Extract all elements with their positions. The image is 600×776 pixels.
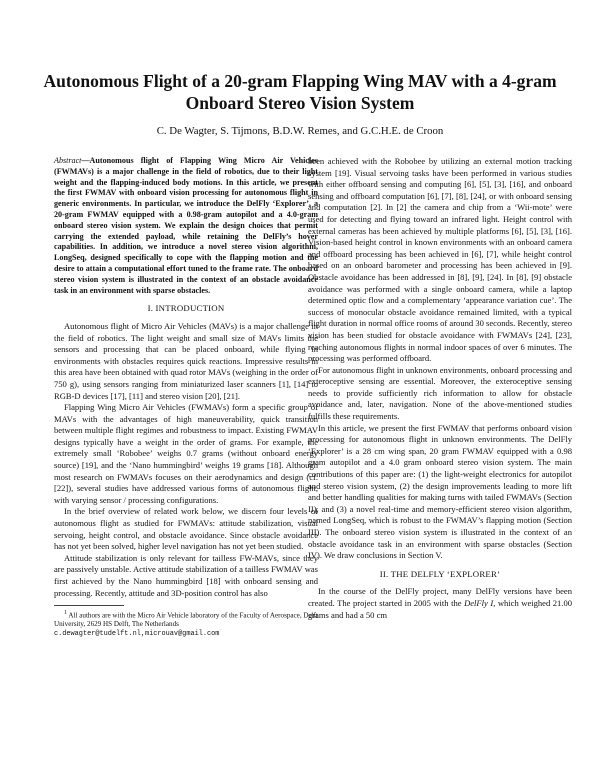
right-column	[308, 156, 572, 621]
footnote-mark: 1	[64, 610, 67, 617]
footnote-affiliation: All authors are with the Micro Air Vehicle laboratory of the Faculty of Aerospace, Delft University, 2629 HS Delft, The Netherlands	[54, 611, 318, 629]
footnote	[54, 609, 318, 639]
paragraph: been achieved with the Robobee by utilizing an external motion tracking system [19]. Visual servoing tasks have been performed in various studies with either offboard sensing and computing [6], [5], [3], [16], and onboard sensing and offboard computation [6], [7], [8], [24], or with onboard sensing and computation [2]. In [2] the camera and chip from a ‘Wii-mote’ were used for detecting and flying toward an infrared light. Height control with external cameras has been achieved by multiple platforms [6], [5], [3], [16]. Vision-based height control in known environments with an onboard camera and offboard processing has been achieved in [6], [7], while height control based on an onboard barometer and processing has been achieved in [9]. Obstacle avoidance has been addressed in [8], [9], [24]. In [8], [9] obstacle avoidance was performed with a single onboard camera, while a laptop determined optic flow and a complementary ‘appearance variation cue’. The success of monocular obstacle avoidance remained limited, with a typical flight duration in normal office rooms of around 30 seconds. Recently, stereo vision has been studied for obstacle avoidance with FWMAVs [24], [23], reaching autonomous flights in normal indoor spaces of over 6 minutes. The processing was performed offboard.	[308, 156, 572, 364]
paragraph: In the brief overview of related work below, we discern four levels of autonomous flight as studied for FWMAVs: attitude stabilization, visual servoing, height control, and obstacle avoidance. Since obstacle avoidance has not yet been solved, higher level navigation has not yet been studied.	[54, 506, 318, 552]
abstract-label: Abstract	[54, 156, 82, 165]
paragraph: Flapping Wing Micro Air Vehicles (FWMAVs) form a specific group of MAVs with the advantages of high maneuverability, quick transition between multiple flight regimes and robustness to impact. Existing FWMAV designs typically have a weight in the order of grams. For example, the extremely small ‘Robobee’ weighs 0.7 grams (without onboard energy source) [19], and the ‘Nano hummingbird’ weighs 19 grams [18]. Although most research on FWMAVs focuses on their aerodynamics and design (cf. [22]), several studies have addressed various forms of autonomous flight, with varying sensor / processing configurations.	[54, 402, 318, 505]
paragraph: In this article, we present the first FWMAV that performs onboard vision processing for autonomous flight in unknown environments. The DelFly ‘Explorer’ is a 28 cm wing span, 20 gram FWMAV equipped with a 0.98 gram autopilot and a 4.0 gram onboard stereo vision system. The main contributions of this paper are: (1) the light-weight electronics for autopilot and stereo vision system, (2) the design improvements leading to more lift and better handling qualities for making turns with tailed FWMAVs (Section II), and (3) a novel real-time and memory-efficient stereo vision algorithm, named LongSeq, which is robust to the FWMAV’s flapping motion (Section III). The onboard stereo vision system is illustrated in the context of an obstacle avoidance task in an environment with sparse obstacles (Section IV). We draw conclusions in Section V.	[308, 422, 572, 561]
paragraph-text: , which weighed 21.00 grams and had a 50 cm	[308, 597, 572, 620]
paragraph	[308, 586, 572, 621]
abstract	[54, 156, 318, 296]
paragraph: For autonomous flight in unknown environments, onboard processing and exteroceptive sensing are essential. Moreover, the exteroceptive sensing needs to provide sufficiently rich information to allow for obstacle avoidance and, later, navigation. None of the above-mentioned studies fulfills these requirements.	[308, 364, 572, 422]
paper-title: Autonomous Flight of a 20-gram Flapping Wing MAV with a 4-gram Onboard Stereo Vision System	[43, 71, 557, 113]
footnote-emails: c.dewagter@tudelft.nl,microuav@gmail.com	[54, 630, 220, 639]
section-heading-delfly-explorer: II. THE DELFLY ‘EXPLORER’	[379, 568, 501, 579]
paragraph-text: In the course of the DelFly project, many DelFly versions have been created. The project started in 2005 with the	[308, 586, 572, 608]
paragraph: Attitude stabilization is only relevant for tailless FW-MAVs, since they are passively unstable. Active attitude stabilization of a tailless FWMAV was first achieved by the Nano hummingbird [18] with onboard sensing and processing. Recently, attitude and 3D-position control has also	[54, 552, 318, 598]
left-column	[54, 156, 318, 639]
footnote-divider	[54, 605, 124, 606]
paragraph-emphasis: DelFly I	[464, 597, 494, 608]
abstract-text: —Autonomous flight of Flapping Wing Micro Air Vehicles (FWMAVs) is a major challenge in the field of robotics, due to their light weight and the flapping-induced body motions. In this article, we present the first FWMAV with onboard vision processing for autonomous flight in generic environments. In particular, we introduce the DelFly ‘Explorer’, a 20-gram FWMAV equipped with a 0.98-gram autopilot and a 4.0-gram onboard stereo vision system. We explain the design choices that permit carrying the extended payload, while retaining the DelFly’s hover capabilities. In addition, we introduce a novel stereo vision algorithm, LongSeq, designed specifically to cope with the flapping motion and the desire to attain a computational effort tuned to the frame rate. The onboard stereo vision system is illustrated in the context of an obstacle avoidance task in an environment with sparse obstacles.	[54, 156, 318, 295]
paragraph: Autonomous flight of Micro Air Vehicles (MAVs) is a major challenge in the field of robotics. The light weight and small size of MAVs limits the sensors and processing that can be placed onboard, while flying in environments with obstacles requires quick reactions. Impressive results in this area have been obtained with quad rotor MAVs (weighing in the order of 750 g), using sensors ranging from miniaturized laser scanners [1], [14] to RGB-D devices [17], [11] and stereo vision [20], [21].	[54, 320, 318, 401]
section-heading-introduction: I. INTRODUCTION	[147, 303, 225, 314]
author-list: C. De Wagter, S. Tijmons, B.D.W. Remes, and G.C.H.E. de Croon	[156, 125, 444, 137]
